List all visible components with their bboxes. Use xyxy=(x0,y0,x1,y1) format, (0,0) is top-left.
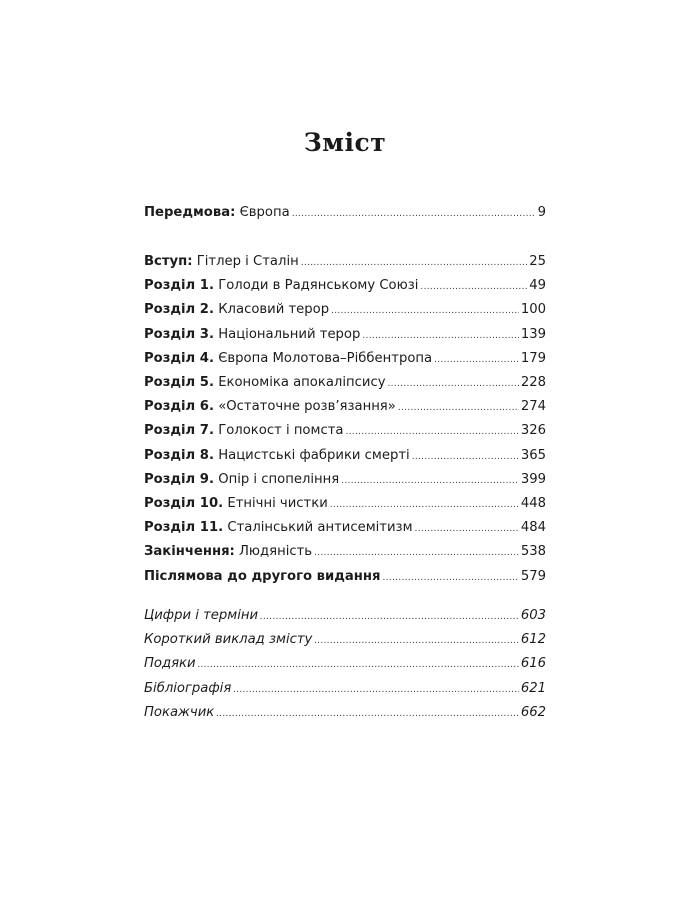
toc-entry-title: Європа Молотова–Ріббентропа xyxy=(214,350,433,366)
toc-entry-label: Розділ 2. xyxy=(144,302,214,318)
toc-entry-label: Розділ 3. xyxy=(144,326,214,342)
toc-entry-label: Розділ 5. xyxy=(144,375,214,390)
dot-leader xyxy=(398,397,519,418)
toc-entry-page: 9 xyxy=(537,205,546,220)
toc-entry-page: 179 xyxy=(520,350,546,366)
toc-entry-page: 25 xyxy=(529,254,546,269)
toc-entry-page: 228 xyxy=(520,375,546,390)
toc-entry xyxy=(144,446,546,466)
toc-entry-page: 538 xyxy=(520,544,546,560)
toc-entry-title: Подяки xyxy=(144,656,196,672)
toc-entry-page: 326 xyxy=(520,423,546,439)
toc-entry-title: Цифри і терміни xyxy=(144,608,259,623)
dot-leader xyxy=(388,373,519,394)
dot-leader xyxy=(314,542,519,563)
toc-entry-title: Бібліографія xyxy=(144,680,232,696)
toc-entry-page: 484 xyxy=(520,520,546,536)
toc-entry xyxy=(144,567,546,587)
toc-entry xyxy=(144,397,546,417)
toc-entry-label: Закінчення: xyxy=(144,544,235,560)
toc-entry xyxy=(144,252,546,272)
toc-entry-page: 100 xyxy=(520,302,546,318)
toc-entry xyxy=(144,494,546,514)
toc-entry-page: 579 xyxy=(520,568,546,584)
toc-entry-label: Розділ 9. xyxy=(144,471,214,487)
toc-entry xyxy=(144,325,546,345)
toc-entry-title: Сталінський антисемітизм xyxy=(223,520,413,536)
page-title: Зміст xyxy=(303,128,387,157)
dot-leader xyxy=(301,252,527,273)
toc-entry-label: Розділ 1. xyxy=(144,278,214,294)
toc-entry-label: Розділ 10. xyxy=(144,496,224,511)
toc-entry xyxy=(144,421,546,441)
toc-entry xyxy=(144,300,546,320)
toc-entry-page: 49 xyxy=(529,278,546,294)
toc-entry-title: Голокост і помста xyxy=(214,423,344,439)
dot-leader xyxy=(362,325,518,346)
toc-entry-title: Короткий виклад змісту xyxy=(144,632,313,648)
dot-leader xyxy=(198,654,519,675)
toc-entry xyxy=(144,470,546,490)
toc-entry-title: «Остаточне розв’язання» xyxy=(214,399,396,415)
toc-entry-page: 399 xyxy=(520,471,546,487)
toc-entry-title: Гітлер і Сталін xyxy=(192,254,299,269)
toc-entry-title: Покажчик xyxy=(144,704,215,720)
dot-leader xyxy=(415,518,519,539)
toc-entry xyxy=(144,542,546,562)
toc-entry-title: Національний терор xyxy=(214,326,361,342)
dot-leader xyxy=(420,276,527,297)
dot-leader xyxy=(331,300,519,321)
toc-entry-page: 662 xyxy=(520,704,546,720)
toc-entry-page: 365 xyxy=(520,447,546,463)
toc-entry xyxy=(144,703,546,723)
toc-entry-title: Економіка апокаліпсису xyxy=(214,375,386,390)
dot-leader xyxy=(260,606,519,627)
toc-entry-page: 612 xyxy=(520,632,546,648)
toc-entry xyxy=(144,606,546,626)
toc-entry-page: 448 xyxy=(520,496,546,511)
toc-entry-label: Розділ 8. xyxy=(144,447,214,463)
toc-entry xyxy=(144,349,546,369)
toc-entry-label: Передмова: xyxy=(144,205,236,220)
toc-entry-label: Розділ 6. xyxy=(144,399,214,415)
toc-entry-label: Розділ 7. xyxy=(144,423,214,439)
toc-entry-title: Нацистські фабрики смерті xyxy=(214,447,410,463)
toc-entry-title: Класовий терор xyxy=(214,302,330,318)
toc-entry-label: Розділ 4. xyxy=(144,350,214,366)
toc-entry xyxy=(144,679,546,699)
toc-entry-title: Голоди в Радянському Союзі xyxy=(214,278,419,294)
toc-entry-title: Європа xyxy=(235,205,290,220)
toc-entry-page: 616 xyxy=(520,656,546,672)
dot-leader xyxy=(233,679,519,700)
dot-leader xyxy=(292,203,536,224)
toc-entry-label: Розділ 11. xyxy=(144,520,224,536)
toc-entry xyxy=(144,276,546,296)
toc-entry xyxy=(144,630,546,650)
toc-entry xyxy=(144,518,546,538)
toc-entry-title: Людяність xyxy=(234,544,313,560)
toc-entry-page: 139 xyxy=(520,326,546,342)
dot-leader xyxy=(434,349,519,370)
dot-leader xyxy=(330,494,519,515)
toc-entry-label: Вступ: xyxy=(144,254,193,269)
toc-entry xyxy=(144,373,546,393)
toc-entry xyxy=(144,203,546,223)
toc-entry-page: 603 xyxy=(520,608,546,623)
toc-entry-title: Опір і спопеління xyxy=(214,471,340,487)
toc-entry-page: 274 xyxy=(520,399,546,415)
dot-leader xyxy=(216,703,519,724)
toc-entry-page: 621 xyxy=(520,680,546,696)
dot-leader xyxy=(314,630,518,651)
toc-entry-title: Етнічні чистки xyxy=(223,496,328,511)
dot-leader xyxy=(345,421,518,442)
dot-leader xyxy=(412,446,519,467)
dot-leader xyxy=(382,567,518,588)
toc-entry-label: Післямова до другого видання xyxy=(144,568,381,584)
toc-entry xyxy=(144,654,546,674)
dot-leader xyxy=(341,470,519,491)
